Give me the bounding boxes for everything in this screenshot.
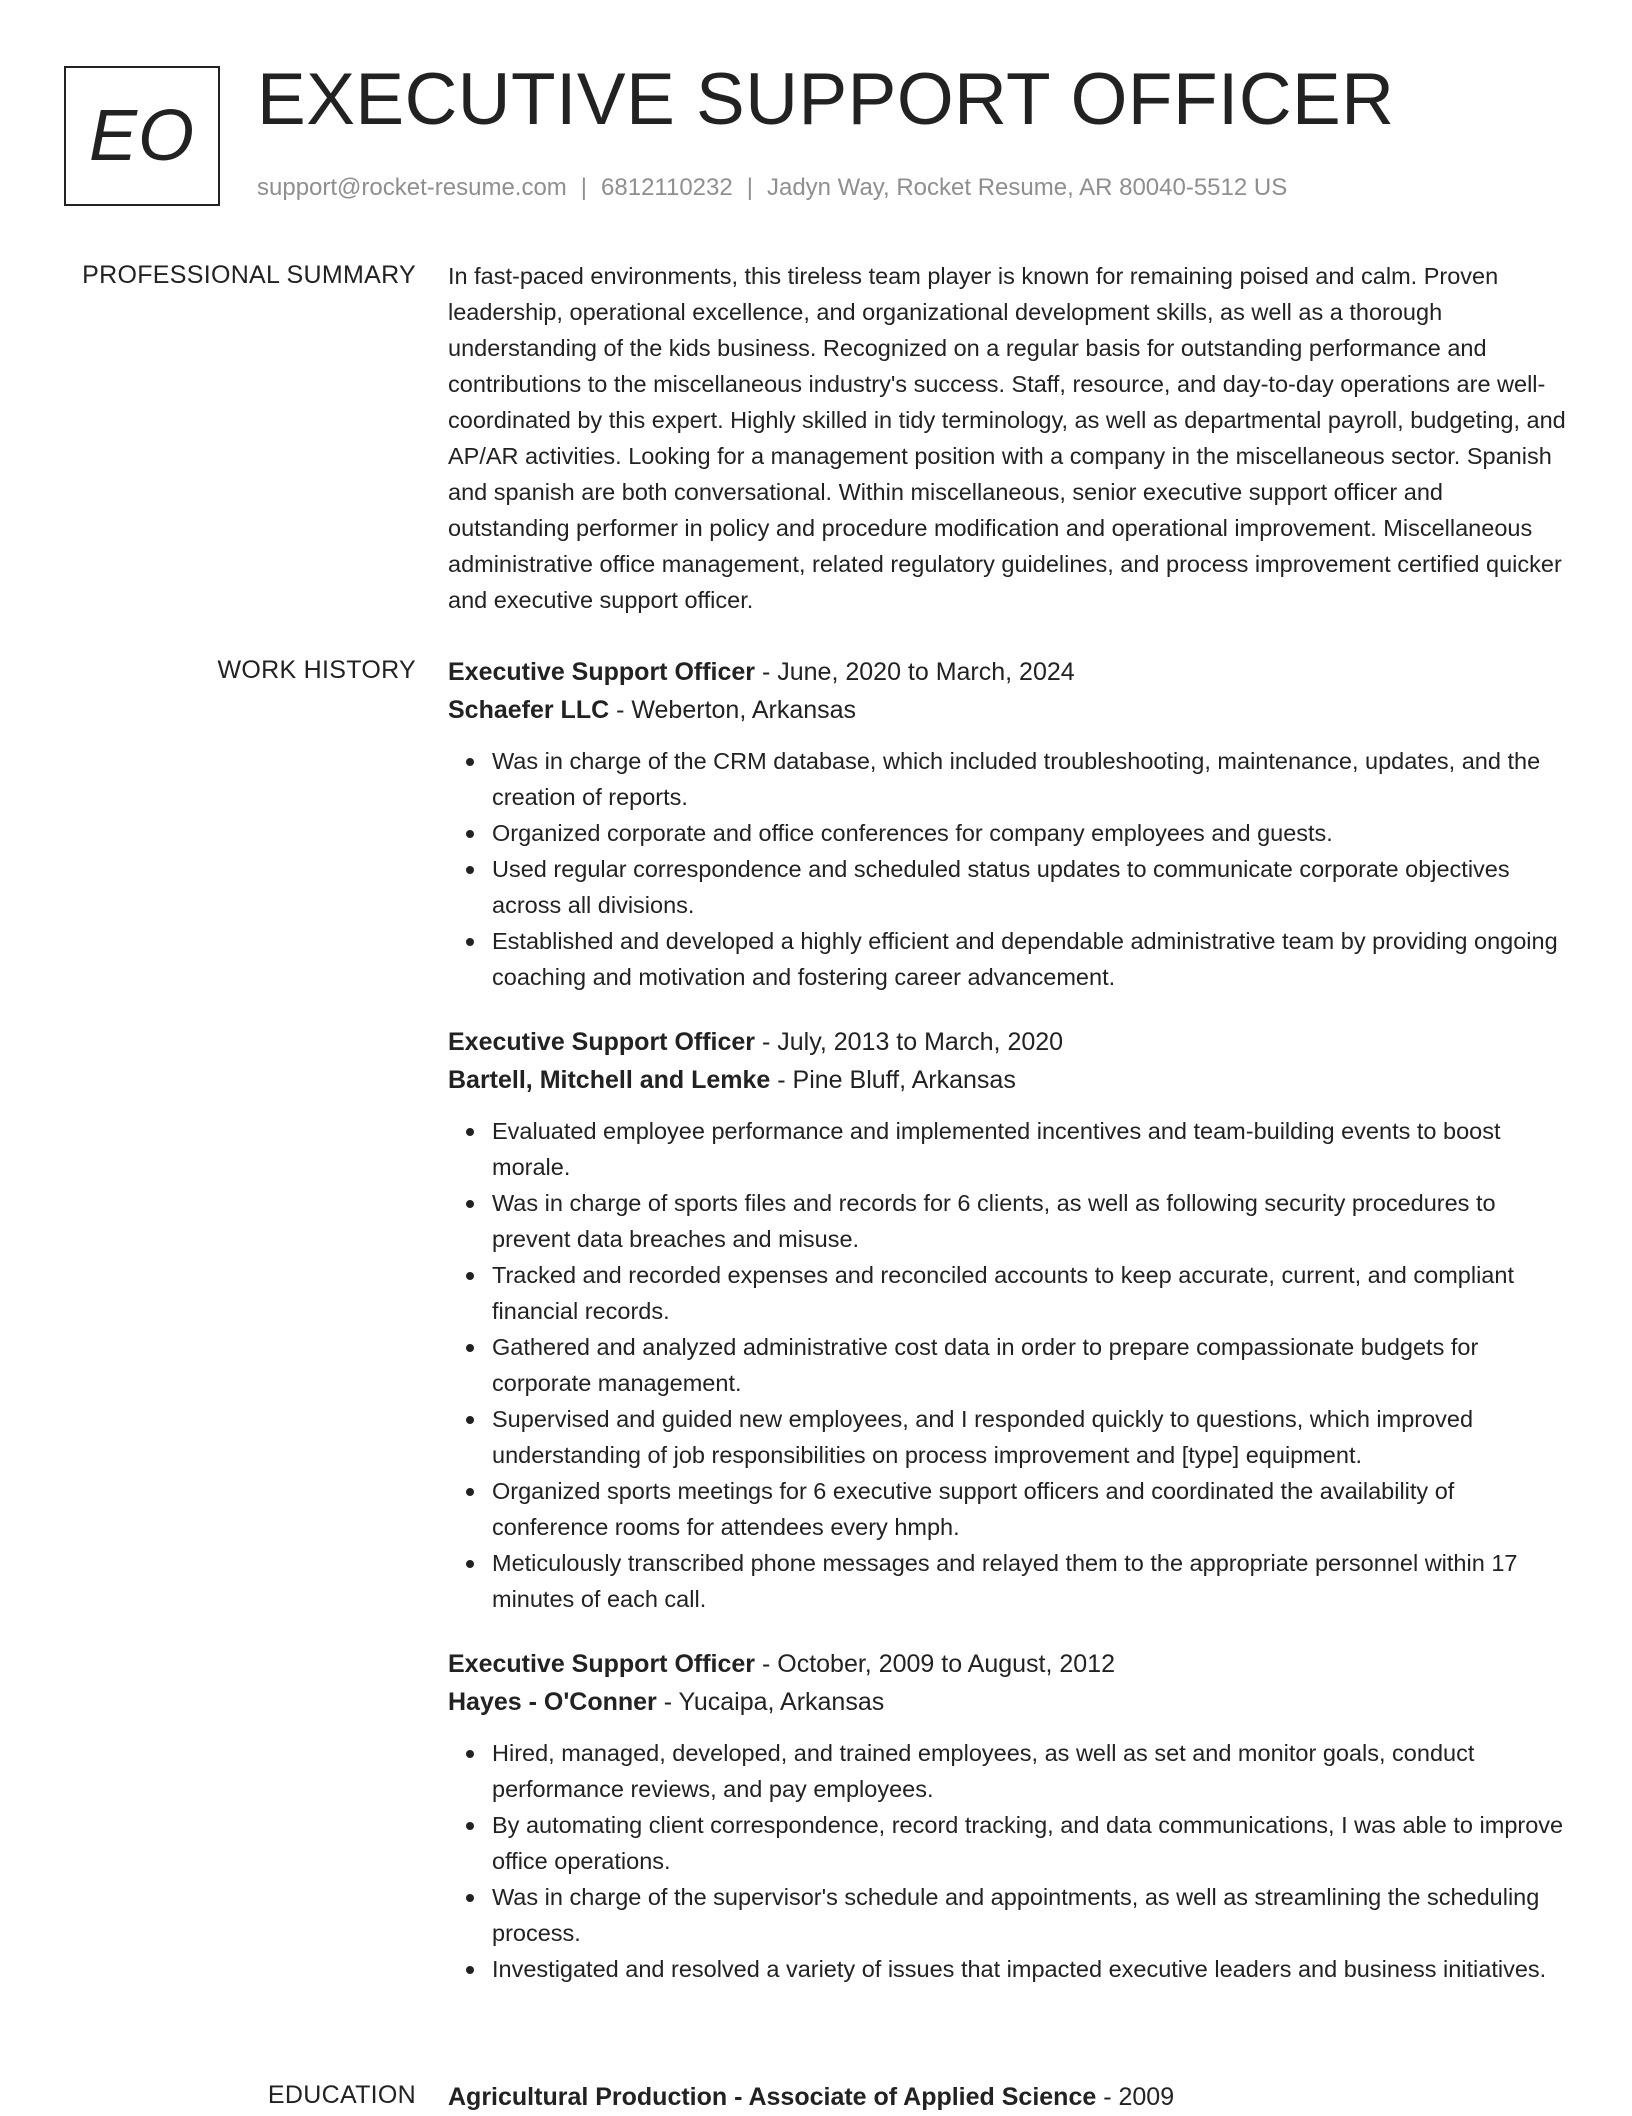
bullet-text: Organized corporate and office conferences for company employees and guests.	[492, 820, 1333, 846]
section-label-summary: PROFESSIONAL SUMMARY	[82, 261, 416, 289]
bullet-dot-icon	[466, 1272, 474, 1280]
job-entry	[448, 1645, 1570, 1987]
education-year: - 2009	[1096, 2083, 1175, 2111]
bullet-text: Was in charge of the supervisor's schedule and appointments, as well as streamlining the scheduling process.	[492, 1884, 1540, 1946]
job-company-line	[448, 691, 1570, 729]
job-company: Schaefer LLC	[448, 696, 610, 724]
job-entry	[448, 653, 1570, 995]
job-dates: - July, 2013 to March, 2020	[755, 1028, 1064, 1056]
summary-text: In fast-paced environments, this tireless team player is known for remaining poised and calm. Proven leadership, operational excellence, and organizational development skills, as well as a thorough understanding of the kids business. Recognized on a regular basis for outstanding performance and contributions to the miscellaneous industry's success. Staff, resource, and day-to-day operations are well-coordinated by this expert. Highly skilled in tidy terminology, as well as departmental payroll, budgeting, and AP/AR activities. Looking for a management position with a company in the miscellaneous sector. Spanish and spanish are both conversational. Within miscellaneous, senior executive support officer and outstanding performer in policy and procedure modification and operational improvement. Miscellaneous administrative office management, related regulatory guidelines, and process improvement certified quicker and executive support officer.	[448, 263, 1566, 613]
section-label-education: EDUCATION	[267, 2081, 416, 2109]
bullet-dot-icon	[466, 1488, 474, 1496]
bullet-item	[492, 1951, 1570, 1987]
job-title: Executive Support Officer	[448, 1028, 756, 1056]
bullet-item	[492, 1735, 1570, 1807]
monogram-box	[64, 66, 220, 206]
job-company-line	[448, 1683, 1570, 1721]
bullet-text: Tracked and recorded expenses and reconciled accounts to keep accurate, current, and compliant financial records.	[492, 1262, 1514, 1324]
bullet-dot-icon	[466, 1894, 474, 1902]
bullet-item	[492, 1113, 1570, 1185]
bullet-text: Evaluated employee performance and implemented incentives and team-building events to boost morale.	[492, 1118, 1501, 1180]
bullet-dot-icon	[466, 1560, 474, 1568]
job-bullets	[448, 743, 1570, 995]
job-dates: - June, 2020 to March, 2024	[755, 658, 1075, 686]
education-line	[448, 2078, 1570, 2116]
bullet-item	[492, 923, 1570, 995]
job-location: - Yucaipa, Arkansas	[656, 1688, 885, 1716]
bullet-item	[492, 1329, 1570, 1401]
bullet-dot-icon	[466, 758, 474, 766]
bullet-dot-icon	[466, 866, 474, 874]
job-company: Bartell, Mitchell and Lemke	[448, 1066, 771, 1094]
bullet-item	[492, 1257, 1570, 1329]
education-degree: Agricultural Production - Associate of Applied Science	[448, 2083, 1097, 2111]
bullet-text: Was in charge of the CRM database, which included troubleshooting, maintenance, updates, and the creation of reports.	[492, 748, 1541, 810]
job-entry	[448, 1023, 1570, 1617]
resume-title: EXECUTIVE SUPPORT OFFICER	[257, 59, 1395, 140]
monogram-initials: EO	[88, 96, 196, 176]
job-company: Hayes - O'Conner	[448, 1688, 657, 1716]
work-history-body	[448, 653, 1570, 2015]
job-dates: - October, 2009 to August, 2012	[755, 1650, 1116, 1678]
bullet-item	[492, 1807, 1570, 1879]
summary-body	[448, 258, 1570, 618]
bullet-text: By automating client correspondence, record tracking, and data communications, I was able to improve office operations.	[492, 1812, 1564, 1874]
bullet-text: Investigated and resolved a variety of issues that impacted executive leaders and business initiatives.	[492, 1956, 1547, 1982]
job-title: Executive Support Officer	[448, 1650, 756, 1678]
bullet-item	[492, 743, 1570, 815]
job-bullets	[448, 1735, 1570, 1987]
job-title: Executive Support Officer	[448, 658, 756, 686]
bullet-text: Gathered and analyzed administrative cost data in order to prepare compassionate budgets for corporate management.	[492, 1334, 1479, 1396]
bullet-item	[492, 851, 1570, 923]
bullet-dot-icon	[466, 1344, 474, 1352]
job-company-line	[448, 1061, 1570, 1099]
contact-phone: 6812110232	[601, 174, 733, 201]
bullet-item	[492, 1473, 1570, 1545]
bullet-text: Used regular correspondence and scheduled status updates to communicate corporate objectives across all divisions.	[492, 856, 1510, 918]
job-title-line	[448, 1645, 1570, 1683]
bullet-dot-icon	[466, 1822, 474, 1830]
bullet-dot-icon	[466, 1750, 474, 1758]
bullet-text: Was in charge of sports files and records for 6 clients, as well as following security procedures to prevent data breaches and misuse.	[492, 1190, 1496, 1252]
job-title-line	[448, 1023, 1570, 1061]
bullet-item	[492, 815, 1570, 851]
education-body	[448, 2078, 1570, 2116]
contact-address: Jadyn Way, Rocket Resume, AR 80040-5512 US	[766, 174, 1288, 201]
bullet-text: Established and developed a highly efficient and dependable administrative team by providing ongoing coaching and motivation and fostering career advancement.	[492, 928, 1558, 990]
bullet-dot-icon	[466, 1416, 474, 1424]
bullet-text: Organized sports meetings for 6 executive support officers and coordinated the availability of conference rooms for attendees every hmph.	[492, 1478, 1455, 1540]
bullet-dot-icon	[466, 1128, 474, 1136]
bullet-dot-icon	[466, 1200, 474, 1208]
job-title-line	[448, 653, 1570, 691]
contact-email: support@rocket-resume.com	[257, 174, 567, 201]
job-location: - Weberton, Arkansas	[609, 696, 857, 724]
section-label-work-history: WORK HISTORY	[217, 656, 416, 684]
bullet-text: Hired, managed, developed, and trained employees, as well as set and monitor goals, conduct performance reviews, and pay employees.	[492, 1740, 1475, 1802]
bullet-item	[492, 1185, 1570, 1257]
bullet-item	[492, 1401, 1570, 1473]
bullet-text: Meticulously transcribed phone messages and relayed them to the appropriate personnel within 17 minutes of each call.	[492, 1550, 1518, 1612]
bullet-dot-icon	[466, 938, 474, 946]
contact-separator: |	[580, 174, 588, 201]
bullet-item	[492, 1545, 1570, 1617]
bullet-text: Supervised and guided new employees, and I responded quickly to questions, which improved understanding of job responsibilities on process improvement and [type] equipment.	[492, 1406, 1474, 1468]
job-bullets	[448, 1113, 1570, 1617]
job-location: - Pine Bluff, Arkansas	[770, 1066, 1016, 1094]
contact-line	[257, 174, 1287, 203]
contact-separator: |	[746, 174, 753, 201]
resume-header	[64, 59, 1568, 210]
bullet-dot-icon	[466, 1966, 474, 1974]
bullet-dot-icon	[466, 830, 474, 838]
bullet-item	[492, 1879, 1570, 1951]
